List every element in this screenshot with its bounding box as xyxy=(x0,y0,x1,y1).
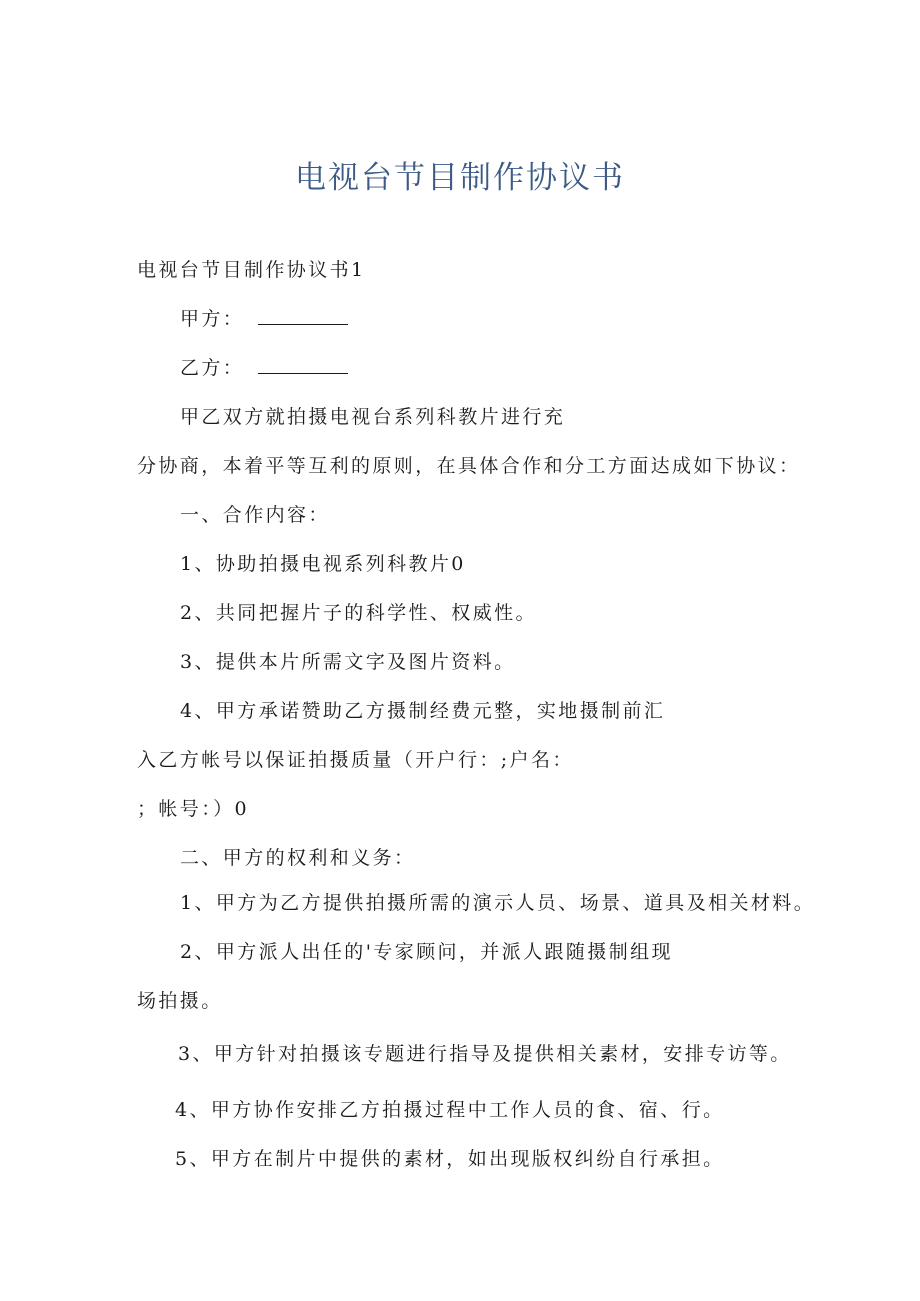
party-a-label: 甲方： xyxy=(180,308,245,330)
section-2-item-3: 3、甲方针对拍摄该专题进行指导及提供相关素材，安排专访等。 xyxy=(178,1043,792,1065)
section-2-item-4: 4、甲方协作安排乙方拍摄过程中工作人员的食、宿、行。 xyxy=(175,1099,725,1121)
section-2-heading: 二、甲方的权利和义务： xyxy=(180,847,416,869)
party-b-line xyxy=(180,356,348,380)
section-1-item-4-line-2: 入乙方帐号以保证拍摄质量（开户行：;户名： xyxy=(137,749,574,771)
section-2-item-2-line-2: 场拍摄。 xyxy=(137,990,223,1012)
party-a-blank xyxy=(258,308,348,325)
section-1-item-4-line-3: ；帐号：）0 xyxy=(137,798,249,820)
section-1-item-2: 2、共同把握片子的科学性、权威性。 xyxy=(180,602,537,624)
section-1-item-3: 3、提供本片所需文字及图片资料。 xyxy=(180,651,516,673)
party-b-label: 乙方： xyxy=(180,357,245,379)
agreement-subtitle: 电视台节目制作协议书1 xyxy=(137,259,366,281)
intro-line-2: 分协商，本着平等互利的原则，在具体合作和分工方面达成如下协议： xyxy=(137,455,801,477)
intro-line-1: 甲乙双方就拍摄电视台系列科教片进行充 xyxy=(180,406,566,428)
party-b-blank xyxy=(258,357,348,374)
document-title: 电视台节目制作协议书 xyxy=(295,160,625,196)
section-1-item-1: 1、协助拍摄电视系列科教片0 xyxy=(180,553,466,575)
section-2-item-5: 5、甲方在制片中提供的素材，如出现版权纠纷自行承担。 xyxy=(175,1148,725,1170)
section-1-heading: 一、合作内容： xyxy=(180,504,330,526)
section-2-item-1: 1、甲方为乙方提供拍摄所需的演示人员、场景、道具及相关材料。 xyxy=(180,892,816,914)
party-a-line xyxy=(180,307,348,331)
section-2-item-2-line-1: 2、甲方派人出任的'专家顾问，并派人跟随摄制组现 xyxy=(180,941,673,963)
section-1-item-4-line-1: 4、甲方承诺赞助乙方摄制经费元整，实地摄制前汇 xyxy=(180,700,666,722)
